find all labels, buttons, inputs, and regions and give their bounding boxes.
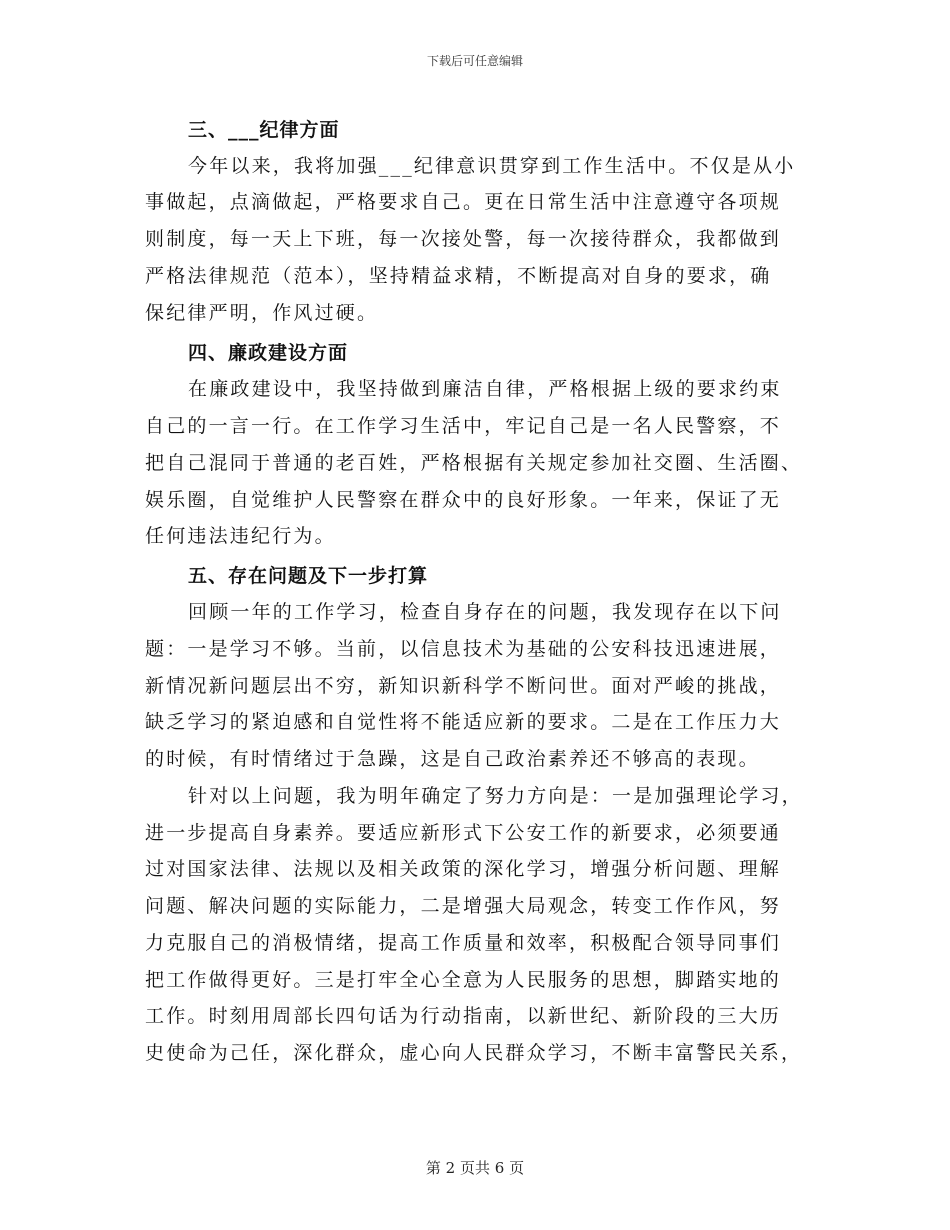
paragraph-line: 力克服自己的消极情绪，提高工作质量和效率，积极配合领导同事们 [145, 932, 782, 954]
paragraph-line: 自己的一言一行。在工作学习生活中，牢记自己是一名人民警察，不 [145, 415, 782, 437]
paragraph-line: 把自己混同于普通的老百姓，严格根据有关规定参加社交圈、生活圈、 [145, 452, 803, 474]
paragraph-line: 缺乏学习的紧迫感和自觉性将不能适应新的要求。二是在工作压力大 [145, 711, 782, 733]
paragraph-line: 今年以来，我将加强___纪律意识贯穿到工作生活中。不仅是从小 [188, 155, 796, 177]
paragraph-line: 题：一是学习不够。当前，以信息技术为基础的公安科技迅速进展， [145, 638, 782, 660]
paragraph-line: 娱乐圈，自觉维护人民警察在群众中的良好形象。一年来，保证了无 [145, 489, 782, 511]
paragraph-line: 过对国家法律、法规以及相关政策的深化学习，增强分析问题、理解 [145, 858, 782, 880]
paragraph-line: 则制度，每一天上下班，每一次接处警，每一次接待群众，我都做到 [145, 228, 782, 250]
paragraph-line: 进一步提高自身素养。要适应新形式下公安工作的新要求，必须要通 [145, 822, 782, 844]
section-heading-discipline: 三、___纪律方面 [188, 119, 340, 141]
paragraph-line: 新情况新问题层出不穷，新知识新科学不断问世。面对严峻的挑战， [145, 675, 782, 697]
paragraph-line: 严格法律规范（范本），坚持精益求精，不断提高对自身的要求，确 [145, 265, 772, 287]
section-heading-problems: 五、存在问题及下一步打算 [188, 565, 429, 587]
paragraph-line: 事做起，点滴做起，严格要求自己。更在日常生活中注意遵守各项规 [145, 191, 782, 213]
paragraph-line: 在廉政建设中，我坚持做到廉洁自律，严格根据上级的要求约束 [188, 378, 782, 400]
paragraph-line: 工作。时刻用周部长四句话为行动指南，以新世纪、新阶段的三大历 [145, 1005, 782, 1027]
paragraph-line: 针对以上问题，我为明年确定了努力方向是：一是加强理论学习， [188, 785, 803, 807]
paragraph-line: 史使命为己任，深化群众，虚心向人民群众学习，不断丰富警民关系， [145, 1042, 803, 1064]
paragraph-line: 把工作做得更好。三是打牢全心全意为人民服务的思想，脚踏实地的 [145, 969, 782, 991]
paragraph-line: 的时候，有时情绪过于急躁，这是自己政治素养还不够高的表现。 [145, 748, 760, 770]
paragraph-line: 回顾一年的工作学习，检查自身存在的问题，我发现存在以下问 [188, 601, 782, 623]
header-note: 下载后可任意编辑 [426, 54, 523, 68]
section-heading-integrity: 四、廉政建设方面 [188, 342, 349, 364]
paragraph-line: 保纪律严明，作风过硬。 [145, 302, 379, 324]
paragraph-line: 问题、解决问题的实际能力，二是增强大局观念，转变工作作风，努 [145, 895, 782, 917]
page-number-footer: 第 2 页共 6 页 [425, 1159, 525, 1177]
paragraph-line: 任何违法违纪行为。 [145, 525, 336, 547]
